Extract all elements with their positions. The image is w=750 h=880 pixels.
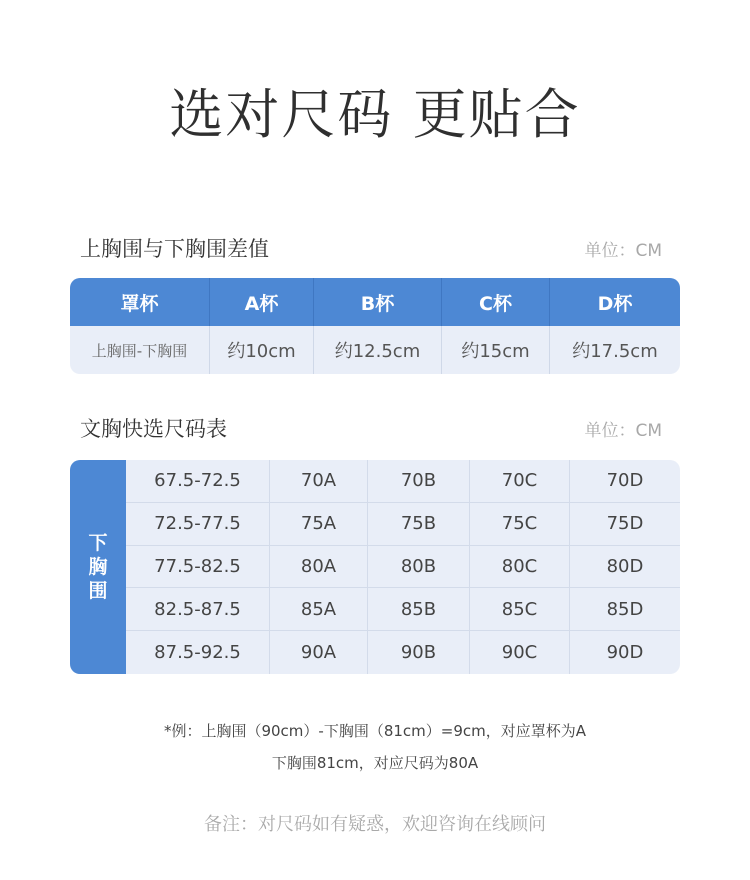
cup-value-cell: 约12.5cm xyxy=(314,326,442,374)
table-row xyxy=(126,546,680,589)
underbust-range-cell: 82.5-87.5 xyxy=(126,588,270,630)
size-chart-table xyxy=(70,460,680,674)
cup-header-cell: C杯 xyxy=(442,278,550,326)
section1-title: 上胸围与下胸围差值 xyxy=(80,237,269,261)
page-title: 选对尺码 更贴合 xyxy=(169,83,581,146)
cup-value-cell: 约17.5cm xyxy=(572,341,658,362)
size-cell: 70A xyxy=(270,460,368,502)
cup-header-cell: B杯 xyxy=(314,278,442,326)
size-cell: 75B xyxy=(368,503,470,545)
size-cell: 70D xyxy=(606,470,644,492)
size-cell: 85C xyxy=(470,588,570,630)
section1-header xyxy=(80,234,662,262)
size-cell: 75D xyxy=(606,513,644,535)
cup-value-cell: 约15cm xyxy=(442,326,550,374)
underbust-range-cell: 87.5-92.5 xyxy=(126,631,270,674)
size-cell: 80C xyxy=(470,546,570,588)
size-cell: 70C xyxy=(470,460,570,502)
cup-header-cell: A杯 xyxy=(210,278,314,326)
example-line-2: 下胸围81cm，对应尺码为80A xyxy=(271,754,479,772)
size-cell: 90A xyxy=(270,631,368,674)
remark-text: 备注：对尺码如有疑惑，欢迎咨询在线顾问 xyxy=(204,814,546,835)
cup-table-header-row xyxy=(70,278,680,326)
table-row xyxy=(126,503,680,546)
cup-header-cell: 罩杯 xyxy=(70,278,210,326)
side-label-char: 胸 xyxy=(88,556,108,578)
section2-header xyxy=(80,414,662,442)
size-cell: 85B xyxy=(368,588,470,630)
size-cell: 85D xyxy=(606,598,644,620)
section2-unit: 单位：CM xyxy=(584,420,662,441)
table-row xyxy=(126,631,680,674)
section2-title: 文胸快选尺码表 xyxy=(80,417,227,441)
size-cell: 70B xyxy=(368,460,470,502)
size-cell: 80B xyxy=(368,546,470,588)
size-cell: 80A xyxy=(270,546,368,588)
underbust-range-cell: 67.5-72.5 xyxy=(126,460,270,502)
underbust-side-label xyxy=(70,460,126,674)
size-cell: 90B xyxy=(368,631,470,674)
table-row xyxy=(126,460,680,503)
underbust-range-cell: 72.5-77.5 xyxy=(126,503,270,545)
example-line-1: *例：上胸围（90cm）-下胸围（81cm）=9cm，对应罩杯为A xyxy=(163,722,587,740)
size-cell: 80D xyxy=(606,555,644,577)
cup-table-row xyxy=(70,326,680,374)
section1-unit: 单位：CM xyxy=(584,240,662,261)
size-cell: 90C xyxy=(470,631,570,674)
size-chart-grid xyxy=(126,460,680,674)
table-row xyxy=(126,588,680,631)
side-label-char: 下 xyxy=(88,532,108,554)
cup-header-cell: D杯 xyxy=(597,292,633,315)
cup-value-cell: 约10cm xyxy=(210,326,314,374)
size-cell: 90D xyxy=(606,642,644,664)
side-label-char: 围 xyxy=(88,580,108,602)
size-cell: 85A xyxy=(270,588,368,630)
size-cell: 75A xyxy=(270,503,368,545)
cup-row-label: 上胸围-下胸围 xyxy=(70,326,210,374)
cup-difference-table xyxy=(70,278,680,374)
size-cell: 75C xyxy=(470,503,570,545)
underbust-range-cell: 77.5-82.5 xyxy=(126,546,270,588)
